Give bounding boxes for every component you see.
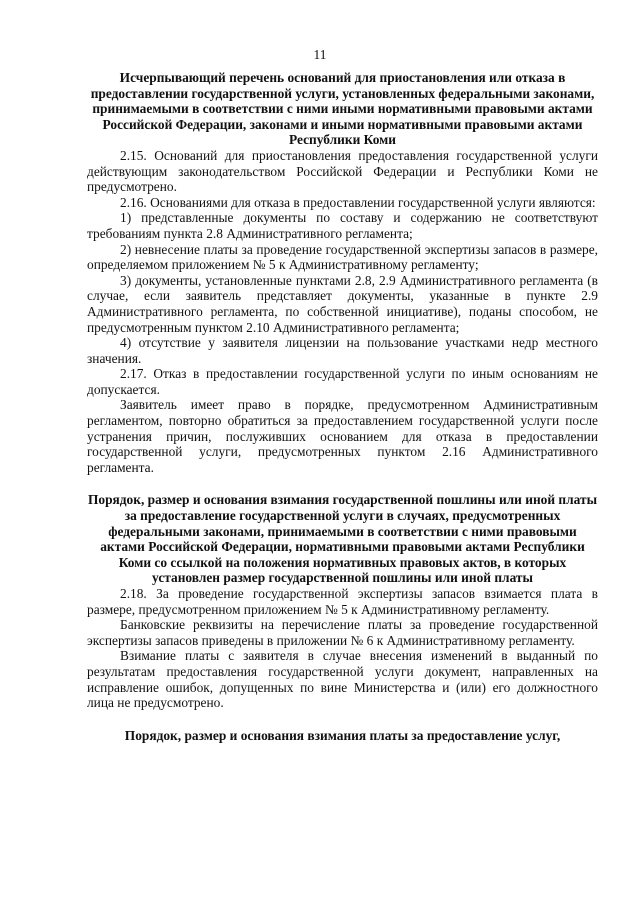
list-item-4: 4) отсутствие у заявителя лицензии на пользование участками недр местного значения.: [87, 335, 598, 366]
section-spacer: [87, 711, 598, 728]
section-heading-grounds-refusal: Исчерпывающий перечень оснований для приостановления или отказа в предоставлении государственной услуги, установленных федеральными законами, принимаемыми в соответствии с ними иными нормативными правовыми актами Российской Федерации, законами и иными нормативными правовыми актами Республики Коми: [90, 70, 595, 148]
list-item-3: 3) документы, установленные пунктами 2.8, 2.9 Административного регламента (в случае, если заявитель представляет документы, указанные в пункте 2.9 Административного регламента, по собственной инициативе), поданы способом, не предусмотренным пунктом 2.10 Административного регламента;: [87, 272, 598, 335]
paragraph-bank-details: Банковские реквизиты на перечисление платы за проведение государственной экспертизы запасов приведены в приложении № 6 к Административному регламенту.: [87, 617, 598, 648]
paragraph-2-17: 2.17. Отказ в предоставлении государственной услуги по иным основаниям не допускается.: [87, 366, 598, 397]
section-heading-service-fees: Порядок, размер и основания взимания платы за предоставление услуг,: [124, 727, 561, 743]
page-number: 11: [313, 47, 327, 62]
list-item-1: 1) представленные документы по составу и содержанию не соответствуют требованиям пункта 2.8 Административного регламента;: [87, 210, 598, 241]
paragraph-fee-exemption: Взимание платы с заявителя в случае внесения изменений в выданный по результатам предоставления государственной услуги документ, направленных на исправление ошибок, допущенных по вине Министерства и (или) его должностного лица не предусмотрено.: [87, 648, 598, 711]
paragraph-2-16: 2.16. Основаниями для отказа в предоставлении государственной услуги являются:: [120, 194, 596, 210]
paragraph-2-15: 2.15. Оснований для приостановления предоставления государственной услуги действующим законодательством Российской Федерации и Республики Коми не предусмотрено.: [87, 147, 598, 195]
section-heading-fees: Порядок, размер и основания взимания государственной пошлины или иной платы за предоставление государственной услуги в случаях, предусмотренных федеральными законами, принимаемыми в соответствии с ними правовыми актами Российской Федерации, нормативными правовыми актами Республики Коми со ссылкой на положения нормативных правовых актов, в которых установлен размер государственной пошлины или иной платы: [87, 492, 598, 586]
page-content: [87, 70, 598, 743]
paragraph-2-18: 2.18. За проведение государственной экспертизы запасов взимается плата в размере, предусмотренном приложением № 5 к Административному регламенту.: [87, 586, 598, 617]
list-item-2: 2) невнесение платы за проведение государственной экспертизы запасов в размере, определяемом приложением № 5 к Административному регламенту;: [87, 241, 598, 273]
section-spacer: [87, 475, 598, 492]
paragraph-reapply: Заявитель имеет право в порядке, предусмотренном Административным регламентом, повторно обратиться за предоставлением государственной услуги после устранения причин, послуживших основанием для отказа в предоставлении государственной услуги, предусмотренных пунктом 2.16 Административного регламента.: [87, 397, 598, 475]
